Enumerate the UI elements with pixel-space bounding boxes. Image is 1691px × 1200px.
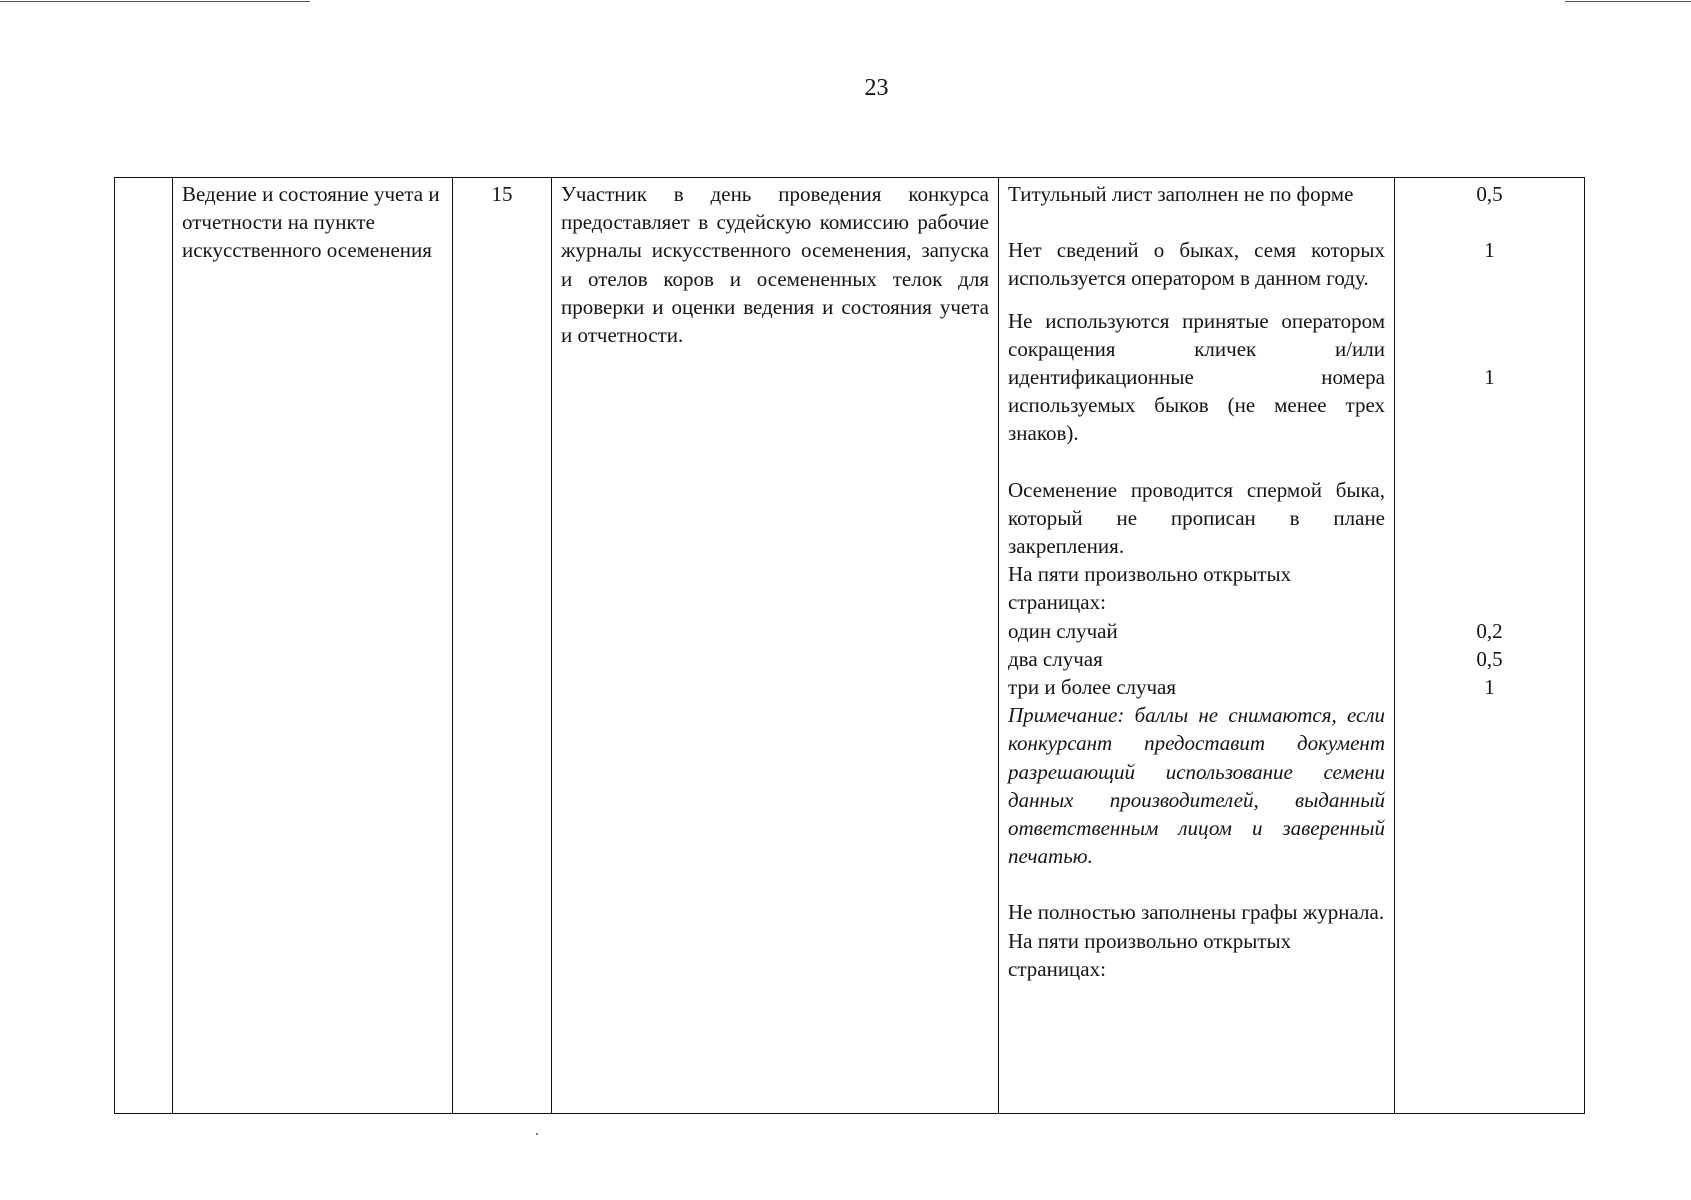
deduction-bull-info: Нет сведений о быках, семя которых используется оператором в данном году. — [1008, 238, 1385, 291]
points-case-three: 1 — [1484, 675, 1495, 700]
spacer — [1404, 476, 1575, 504]
scan-edge-line-right — [1565, 1, 1691, 2]
points-title-page: 0,5 — [1476, 182, 1503, 206]
row-number-cell — [115, 178, 173, 1114]
criterion-cell: Ведение и состояние учета и отчетности на пункте искусственного осеменения — [173, 178, 453, 1114]
criteria-table — [114, 177, 1585, 1114]
description-cell: Участник в день проведения конкурса предоставляет в судейскую комиссию рабочие журналы искусственного осеменения, запуска и отелов коров и осемененных телок для проверки и оценки ведения и состояния учета и отчетности. — [552, 178, 999, 1114]
points-cell — [1395, 178, 1585, 1114]
spacer — [1404, 293, 1575, 335]
spacer — [1404, 391, 1575, 419]
deduction-pages-note: На пяти произвольно открытых страницах: — [1008, 562, 1292, 615]
spacer — [1404, 335, 1575, 363]
spacer — [1404, 504, 1575, 532]
deductions-cell — [999, 178, 1395, 1114]
spacer — [1404, 265, 1575, 293]
spacer — [1404, 532, 1575, 560]
deduction-unlisted-bull: Осеменение проводится спермой быка, который не прописан в плане закрепления. — [1008, 477, 1385, 559]
deduction-pages-note-2: На пяти произвольно открытых страницах: — [1008, 928, 1292, 981]
scan-edge-line-left — [0, 1, 310, 2]
points-case-one: 0,2 — [1476, 618, 1503, 643]
deduction-abbreviations: Не используются принятые оператором сокращения кличек и/или идентификационные номера используемых быков (не менее трех знаков). — [1008, 308, 1385, 446]
spacer — [1404, 419, 1575, 447]
table-row — [115, 178, 1585, 1114]
spacer — [1404, 588, 1575, 616]
points-bull-info: 1 — [1484, 238, 1495, 263]
deduction-remark: Примечание: баллы не снимаются, если конкурсант предоставит документ разрешающий использование семени данных производителей, выданный ответственным лицом и заверенный печатью. — [1008, 703, 1385, 869]
points-abbreviations: 1 — [1484, 364, 1495, 389]
scan-speck — [536, 1133, 538, 1135]
deduction-case-three: три и более случая — [1008, 675, 1177, 700]
deduction-title-page: Титульный лист заполнен не по форме — [1008, 182, 1354, 206]
points-case-two: 0,5 — [1476, 646, 1503, 671]
deduction-incomplete-columns: Не полностью заполнены графы журнала. — [1008, 900, 1385, 925]
page-number: 23 — [864, 75, 889, 101]
deduction-case-one: один случай — [1008, 618, 1118, 643]
spacer — [1404, 208, 1575, 236]
spacer — [1404, 560, 1575, 588]
max-points-cell: 15 — [453, 178, 552, 1114]
deduction-case-two: два случая — [1008, 646, 1103, 671]
spacer — [1404, 448, 1575, 476]
